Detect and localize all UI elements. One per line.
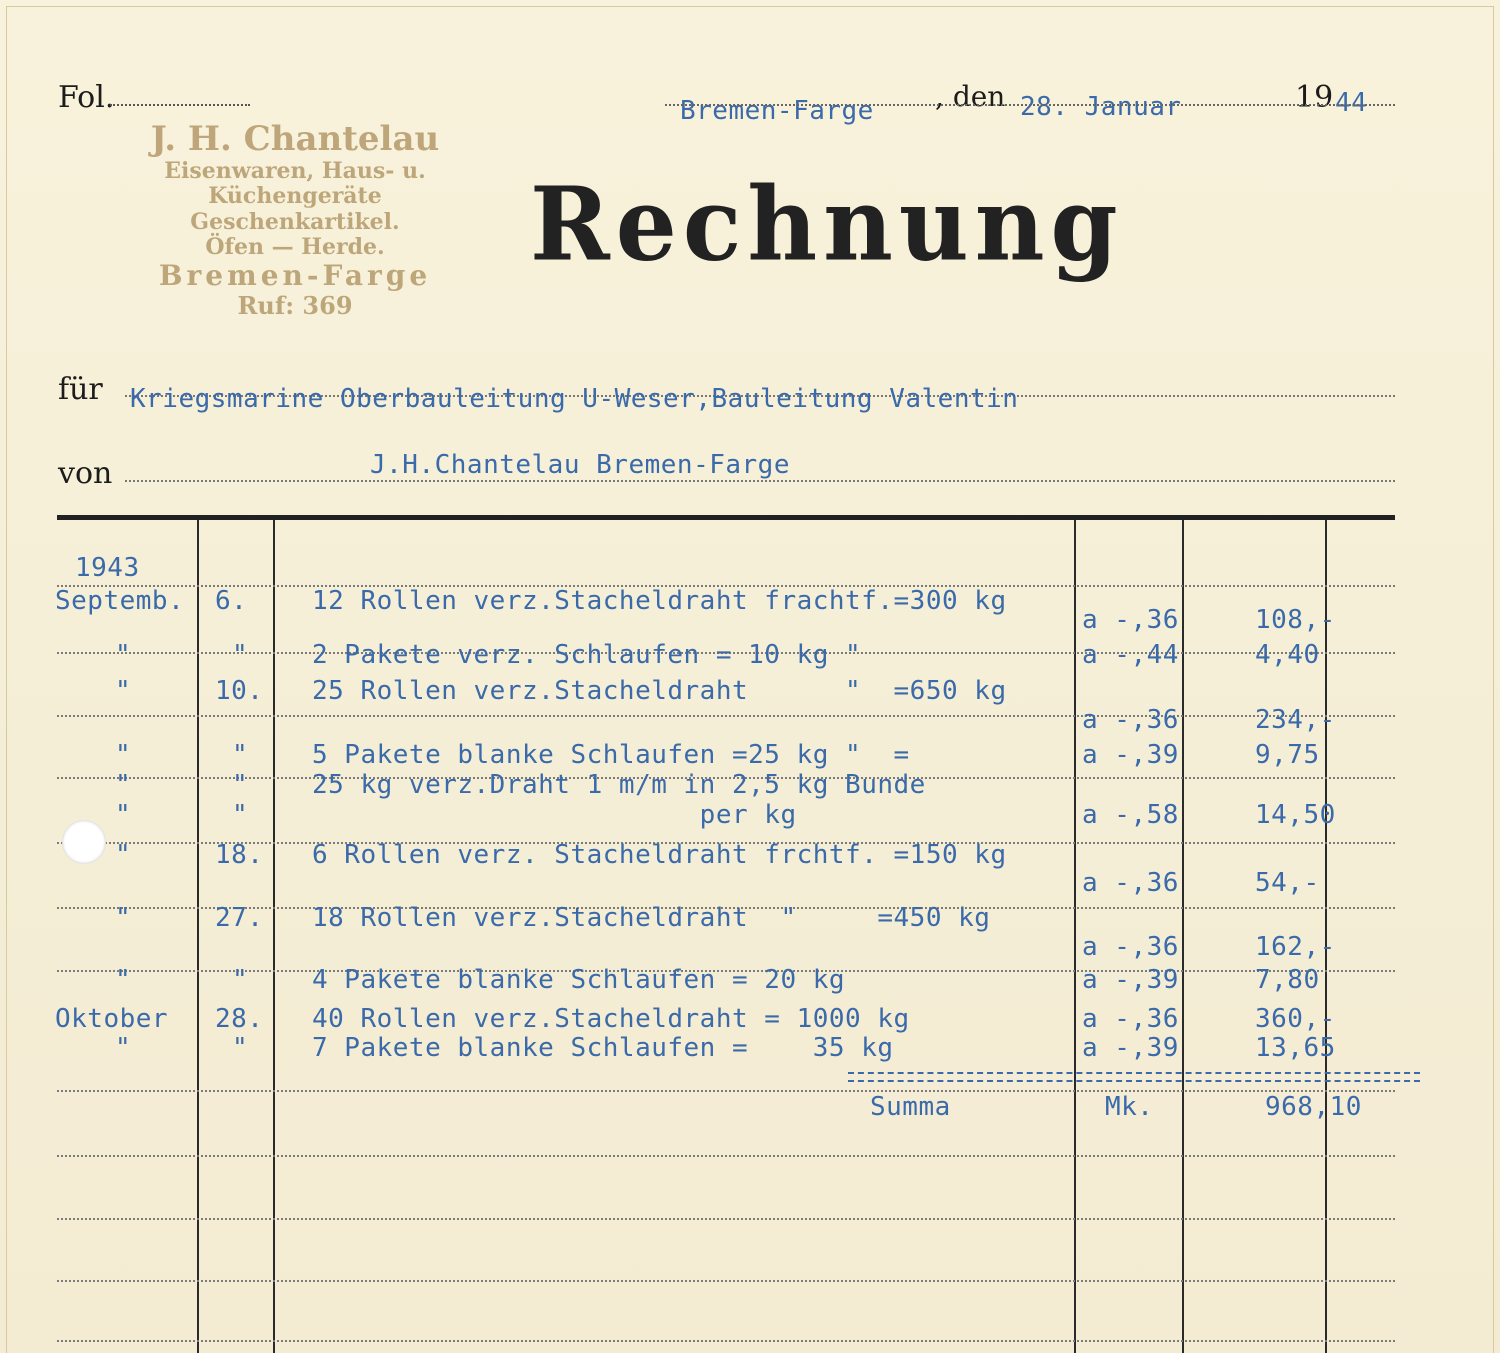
row-month: " (115, 1033, 132, 1063)
row-unit-price: a -,58 (1082, 800, 1179, 830)
stamp-line2: Geschenkartikel. (190, 208, 400, 235)
row-amount: 14,50 (1255, 800, 1336, 830)
col-divider-2 (273, 520, 275, 1353)
row-description: 25 kg verz.Draht 1 m/m in 2,5 kg Bunde (312, 770, 926, 800)
row-day: " (232, 1033, 249, 1063)
fol-dotted-line (110, 104, 250, 106)
row-description: 7 Pakete blanke Schlaufen = 35 kg (312, 1033, 894, 1063)
row-day: " (232, 640, 249, 670)
row-day: " (232, 740, 249, 770)
row-month: " (115, 800, 132, 830)
row-month: " (115, 740, 132, 770)
row-day: 6. (215, 586, 248, 616)
stamp-name: J. H. Chantelau (150, 119, 440, 159)
row-description: per kg (312, 800, 797, 830)
row-day: 27. (215, 903, 264, 933)
von-dotted-line (125, 480, 1395, 482)
fuer-value: Kriegsmarine Oberbauleitung U-Weser,Bauleitung Valentin (130, 384, 1019, 414)
row-amount: 162,- (1255, 932, 1336, 962)
currency-label: Mk. (1105, 1092, 1154, 1122)
row-month: Oktober (55, 1004, 169, 1034)
row-amount: 108,- (1255, 605, 1336, 635)
row-amount: 234,- (1255, 705, 1336, 735)
den-label: , den (935, 80, 1006, 113)
stamp-line1: Eisenwaren, Haus- u. Küchengeräte (164, 158, 426, 210)
den-word: den (952, 80, 1006, 113)
punch-hole (62, 820, 106, 864)
row-description: 5 Pakete blanke Schlaufen =25 kg " = (312, 740, 910, 770)
row-unit-price: a -,36 (1082, 705, 1179, 735)
row-month: " (115, 770, 132, 800)
row-month: " (115, 640, 132, 670)
row-description: 4 Pakete blanke Schlaufen = 20 kg (312, 965, 846, 995)
date-dotted-line (665, 104, 1395, 106)
row-amount: 9,75 (1255, 740, 1320, 770)
row-amount: 7,80 (1255, 965, 1320, 995)
row-unit-price: a -,36 (1082, 1004, 1179, 1034)
ruled-line (57, 715, 1395, 717)
row-day: " (232, 965, 249, 995)
row-day: 28. (215, 1004, 264, 1034)
stamp-line4: Bremen-Farge (158, 259, 432, 293)
row-day: 18. (215, 840, 264, 870)
ruled-line (57, 1340, 1395, 1342)
row-unit-price: a -,36 (1082, 868, 1179, 898)
invoice-title: Rechnung (530, 165, 1124, 284)
row-month: " (115, 676, 132, 706)
fuer-label: für (58, 372, 103, 407)
row-month: Septemb. (55, 586, 185, 616)
stamp-line3: Öfen — Herde. (205, 233, 385, 260)
ruled-line (57, 1090, 1395, 1092)
table-year: 1943 (75, 553, 140, 583)
col-divider-1 (197, 520, 199, 1353)
row-amount: 54,- (1255, 868, 1320, 898)
row-unit-price: a -,39 (1082, 740, 1179, 770)
row-day: " (232, 770, 249, 800)
ruled-line (57, 1280, 1395, 1282)
row-description: 40 Rollen verz.Stacheldraht = 1000 kg (312, 1004, 910, 1034)
year-prefix: 19 (1295, 80, 1334, 115)
row-description: 25 Rollen verz.Stacheldraht " =650 kg (312, 676, 1007, 706)
col-divider-3 (1074, 520, 1076, 1353)
row-description: 6 Rollen verz. Stacheldraht frchtf. =150 kg (312, 840, 1007, 870)
summa-label: Summa (870, 1092, 951, 1122)
row-unit-price: a -,44 (1082, 640, 1179, 670)
total-amount: 968,10 (1265, 1092, 1362, 1122)
ruled-line (57, 1218, 1395, 1220)
row-description: 12 Rollen verz.Stacheldraht frachtf.=300 kg (312, 586, 1007, 616)
row-month: " (115, 965, 132, 995)
date-text: 28. Januar (1020, 92, 1182, 122)
year-suffix: 44 (1335, 88, 1368, 118)
place-text: Bremen-Farge (680, 96, 874, 126)
row-amount: 4,40 (1255, 640, 1320, 670)
company-stamp (85, 120, 505, 320)
row-description: 18 Rollen verz.Stacheldraht " =450 kg (312, 903, 991, 933)
row-day: " (232, 800, 249, 830)
fol-label: Fol. (58, 80, 115, 115)
col-divider-4 (1182, 520, 1184, 1353)
row-unit-price: a -,36 (1082, 605, 1179, 635)
row-amount: 13,65 (1255, 1033, 1336, 1063)
row-month: " (115, 840, 132, 870)
row-month: " (115, 903, 132, 933)
row-day: 10. (215, 676, 264, 706)
row-unit-price: a -,39 (1082, 965, 1179, 995)
row-unit-price: a -,39 (1082, 1033, 1179, 1063)
von-value: J.H.Chantelau Bremen-Farge (370, 450, 790, 480)
row-description: 2 Pakete verz. Schlaufen = 10 kg " (312, 640, 862, 670)
total-double-rule (848, 1072, 1420, 1082)
stamp-line5: Ruf: 369 (237, 291, 353, 321)
row-unit-price: a -,36 (1082, 932, 1179, 962)
row-amount: 360,- (1255, 1004, 1336, 1034)
von-label: von (58, 456, 113, 491)
table-top-rule (57, 515, 1395, 520)
ruled-line (57, 1155, 1395, 1157)
